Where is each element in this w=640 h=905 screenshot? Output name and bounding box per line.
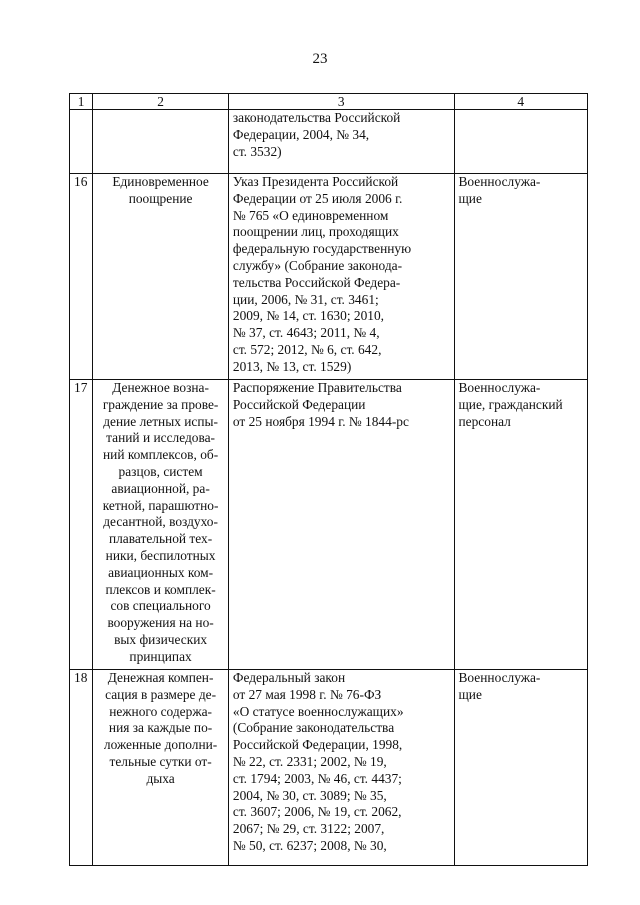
legal-basis-text: Распоряжение Правительства Российской Федерации от 25 ноября 1994 г. № 1844-рс [232,380,409,429]
header-cell-2: 2 [93,94,229,110]
row-number-cell [70,110,93,174]
legal-basis-text: Федеральный закон от 27 мая 1998 г. № 76-ФЗ «О статусе военнослужащих» (Собрание законодательства Российской Федерации, 1998, № 22, ст. 2331; 2002, № 19, ст. 1794; 2003, № 46, ст. 4437; 2004, № 30, ст. 3089; № 35, ст. 3607; 2006, № 19, ст. 2062, 2067; № 29, ст. 3122; 2007, № 50, ст. 6237; 2008, № 30, [232,670,404,853]
legal-basis-text: законодательства Российской Федерации, 2004, № 34, ст. 3532) [232,110,401,159]
payment-name-cell [93,174,229,380]
header-cell-3: 3 [228,94,454,110]
row-number-cell: 16 [70,174,93,380]
row-number-cell: 18 [70,670,93,866]
table-row [70,380,588,670]
legal-basis-cell [228,670,454,866]
payment-name-text: Денежная компен- сация в размере де- нежного содержа- ния за каждые по- ложенные дополни- тельные сутки от- дыха [103,670,218,786]
category-cell: Военнослужа- щие [454,174,588,380]
payment-name-cell [93,670,229,866]
header-cell-4: 4 [454,94,588,110]
row-number-cell: 17 [70,380,93,670]
table-header-row [70,94,588,110]
payment-name-cell [93,380,229,670]
legal-basis-cell [228,380,454,670]
category-cell [454,110,588,174]
page-number: 23 [312,51,328,67]
header-cell-1: 1 [70,94,93,110]
legal-basis-text: Указ Президента Российской Федерации от 25 июля 2006 г. № 765 «О единовременном поощрении лиц, проходящих федеральную государственную службу» (Собрание законода- тельства Российской Федера- ции, 2006, № 31, ст. 3461; 2009, № 14, ст. 1630; 2010, № 37, ст. 4643; 2011, № 4, ст. 572; 2012, № 6, ст. 642, 2013, № 13, ст. 1529) [232,174,412,374]
benefits-table [69,93,588,866]
payment-name-cell [93,110,229,174]
legal-basis-cell [228,174,454,380]
table-row [70,670,588,866]
table-row [70,174,588,380]
category-cell: Военнослужа- щие, гражданский персонал [454,380,588,670]
legal-basis-cell [228,110,454,174]
category-cell: Военнослужа- щие [454,670,588,866]
payment-name-text: Денежное возна- граждение за прове- дение летных испы- таний и исследова- ний комплексов, об- разцов, систем авиационной, ра- кетной, парашютно- десантной, воздухо- плавательной тех- ники, беспилотных авиационных ком- плексов и комплек- сов специального вооружения на но- вых физических принципах [102,380,219,664]
table-row [70,110,588,174]
payment-name-text: Единовременное поощрение [112,174,209,206]
